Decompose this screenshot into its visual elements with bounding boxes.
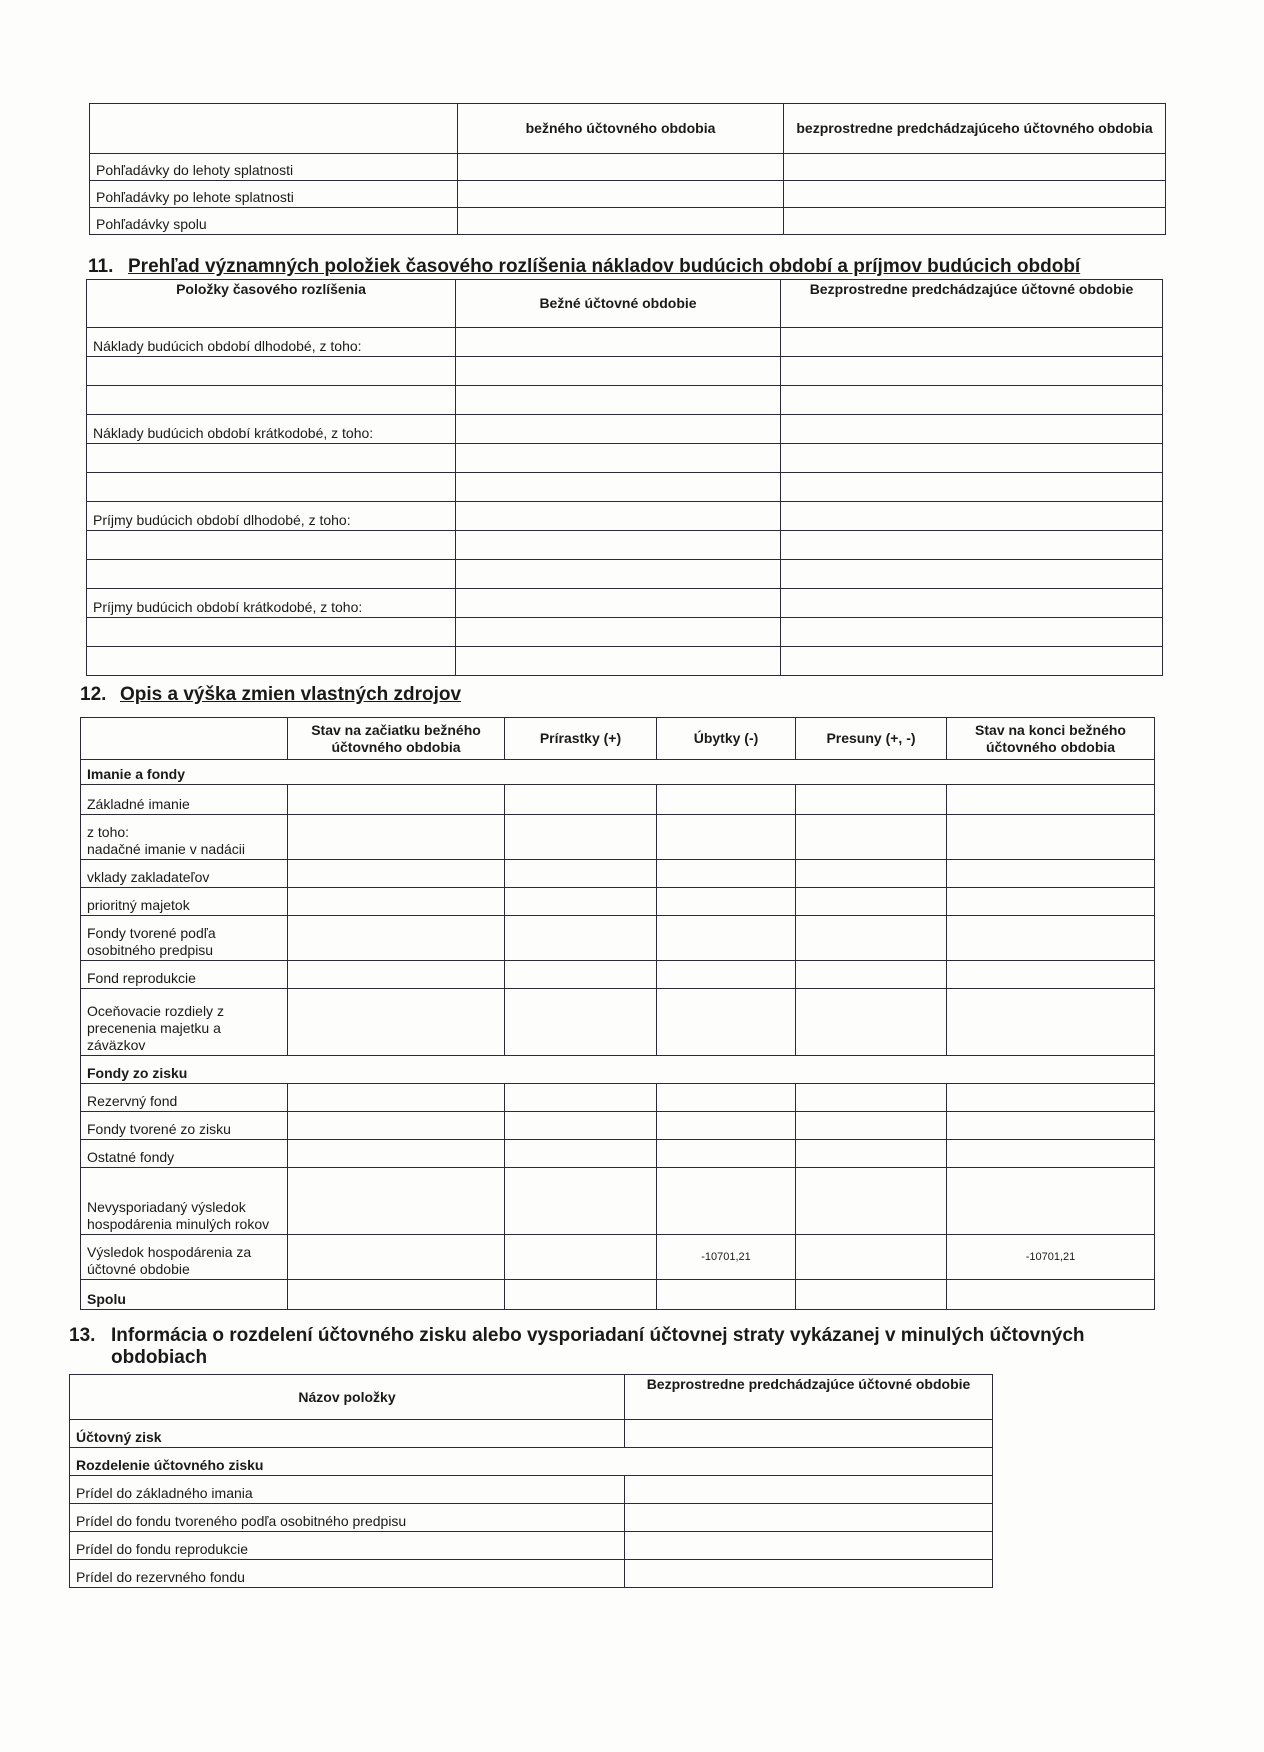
value-cell [796, 860, 947, 888]
row-label: Výsledok hospodárenia za účtovné obdobie [81, 1235, 288, 1280]
value-cell [505, 1140, 657, 1168]
value-cell [288, 916, 505, 961]
row-label: Ostatné fondy [81, 1140, 288, 1168]
value-cell [288, 1084, 505, 1112]
value-cell [781, 386, 1163, 415]
table-row [81, 785, 1155, 815]
header-cell: Prírastky (+) [505, 718, 657, 760]
section-title-text: Prehľad významných položiek časového rozlíšenia nákladov budúcich období a príjmov budúcich období [128, 256, 1081, 277]
value-cell [781, 415, 1163, 444]
row-label: Pohľadávky spolu [90, 208, 458, 235]
value-cell [505, 1280, 657, 1310]
header-cell [81, 718, 288, 760]
value-cell: -10701,21 [947, 1235, 1155, 1280]
value-cell [947, 916, 1155, 961]
value-cell [288, 961, 505, 989]
value-cell [505, 1112, 657, 1140]
table-row [81, 961, 1155, 989]
value-cell [456, 589, 781, 618]
value-cell [505, 1084, 657, 1112]
table-row [87, 618, 1163, 647]
value-cell [796, 1168, 947, 1235]
value-cell [456, 357, 781, 386]
value-cell [458, 181, 784, 208]
table-header-row [87, 280, 1163, 328]
table-row [70, 1420, 993, 1448]
table-row [81, 1280, 1155, 1310]
row-label: prioritný majetok [81, 888, 288, 916]
equity-changes-table [80, 717, 1155, 1310]
row-label: Náklady budúcich období krátkodobé, z toho: [87, 415, 456, 444]
value-cell [947, 1280, 1155, 1310]
accruals-table [86, 279, 1163, 676]
group-label: Imanie a fondy [81, 760, 1155, 785]
table-row [87, 502, 1163, 531]
table-row [81, 1112, 1155, 1140]
table-row [87, 415, 1163, 444]
value-cell [456, 386, 781, 415]
value-cell [458, 154, 784, 181]
value-cell [456, 618, 781, 647]
section-title-text: Opis a výška zmien vlastných zdrojov [120, 684, 462, 705]
value-cell [784, 181, 1166, 208]
value-cell [505, 785, 657, 815]
table-header-row [70, 1375, 993, 1420]
value-cell [781, 560, 1163, 589]
row-label: Účtovný zisk [70, 1420, 625, 1448]
row-label [87, 560, 456, 589]
row-label: Nevysporiadaný výsledok hospodárenia minulých rokov [81, 1168, 288, 1235]
table-row [81, 888, 1155, 916]
table-row [87, 531, 1163, 560]
value-cell [781, 328, 1163, 357]
value-cell [947, 1168, 1155, 1235]
row-label: z toho: nadačné imanie v nadácii [81, 815, 288, 860]
header-cell: bežného účtovného obdobia [458, 104, 784, 154]
section-number: 13. [69, 1325, 96, 1346]
table-row [70, 1476, 993, 1504]
value-cell [288, 989, 505, 1056]
value-cell [781, 444, 1163, 473]
row-label: vklady zakladateľov [81, 860, 288, 888]
value-cell [796, 916, 947, 961]
row-label [87, 618, 456, 647]
value-cell [288, 1235, 505, 1280]
value-cell [288, 1280, 505, 1310]
value-cell [657, 961, 796, 989]
value-cell [947, 1084, 1155, 1112]
value-cell [947, 1112, 1155, 1140]
row-label: Základné imanie [81, 785, 288, 815]
value-cell [947, 989, 1155, 1056]
table-row [81, 815, 1155, 860]
value-cell [796, 989, 947, 1056]
value-cell [456, 560, 781, 589]
value-cell [796, 1280, 947, 1310]
section-13-title [69, 1325, 1169, 1369]
value-cell [781, 618, 1163, 647]
value-cell [657, 1084, 796, 1112]
value-cell [288, 815, 505, 860]
table-row [87, 328, 1163, 357]
table-row [70, 1504, 993, 1532]
value-cell [657, 785, 796, 815]
header-cell: Bezprostredne predchádzajúce účtovné obdobie [625, 1375, 993, 1420]
row-label [87, 531, 456, 560]
value-cell [505, 1168, 657, 1235]
value-cell [625, 1420, 993, 1448]
value-cell [456, 502, 781, 531]
receivables-table [89, 103, 1166, 235]
value-cell [505, 961, 657, 989]
row-label [87, 386, 456, 415]
value-cell [781, 531, 1163, 560]
value-cell [505, 1235, 657, 1280]
value-cell: -10701,21 [657, 1235, 796, 1280]
value-cell [456, 647, 781, 676]
value-cell [456, 444, 781, 473]
row-label: Oceňovacie rozdiely z precenenia majetku a záväzkov [81, 989, 288, 1056]
value-cell [781, 647, 1163, 676]
value-cell [947, 860, 1155, 888]
value-cell [796, 1140, 947, 1168]
header-cell: Presuny (+, -) [796, 718, 947, 760]
value-cell [781, 502, 1163, 531]
row-label [87, 473, 456, 502]
section-number: 12. [80, 684, 107, 705]
row-label [87, 647, 456, 676]
table-row [70, 1560, 993, 1588]
row-label: Prídel do základného imania [70, 1476, 625, 1504]
row-label [87, 444, 456, 473]
value-cell [784, 208, 1166, 235]
table-row [70, 1448, 993, 1476]
table-row [87, 647, 1163, 676]
value-cell [796, 888, 947, 916]
row-label: Rozdelenie účtovného zisku [70, 1448, 993, 1476]
value-cell [456, 473, 781, 502]
row-label: Príjmy budúcich období dlhodobé, z toho: [87, 502, 456, 531]
value-cell [288, 1168, 505, 1235]
value-cell [796, 785, 947, 815]
value-cell [947, 1140, 1155, 1168]
value-cell [796, 1112, 947, 1140]
row-label: Prídel do fondu tvoreného podľa osobitného predpisu [70, 1504, 625, 1532]
table-row [81, 1140, 1155, 1168]
table-row [87, 444, 1163, 473]
value-cell [657, 1168, 796, 1235]
table-row [90, 154, 1166, 181]
value-cell [456, 415, 781, 444]
value-cell [781, 357, 1163, 386]
table-row [87, 473, 1163, 502]
value-cell [625, 1560, 993, 1588]
value-cell [288, 888, 505, 916]
value-cell [625, 1532, 993, 1560]
value-cell [657, 860, 796, 888]
value-cell [784, 154, 1166, 181]
row-label: Fondy tvorené zo zisku [81, 1112, 288, 1140]
header-cell: Položky časového rozlíšenia [87, 280, 456, 328]
table-row [81, 1056, 1155, 1084]
section-title-text: Informácia o rozdelení účtovného zisku alebo vysporiadaní účtovnej straty vykázanej v minulých účtovných obdobiach [111, 1325, 1085, 1368]
table-row [81, 1084, 1155, 1112]
header-cell: Bežné účtovné obdobie [456, 280, 781, 328]
header-cell [90, 104, 458, 154]
row-label: Náklady budúcich období dlhodobé, z toho: [87, 328, 456, 357]
value-cell [288, 1112, 505, 1140]
table-row [87, 560, 1163, 589]
header-cell: Bezprostredne predchádzajúce účtovné obdobie [781, 280, 1163, 328]
value-cell [781, 473, 1163, 502]
value-cell [796, 815, 947, 860]
value-cell [796, 961, 947, 989]
header-cell: Názov položky [70, 1375, 625, 1420]
row-label: Pohľadávky po lehote splatnosti [90, 181, 458, 208]
table-header-row [81, 718, 1155, 760]
value-cell [505, 888, 657, 916]
value-cell [456, 328, 781, 357]
table-row [81, 989, 1155, 1056]
value-cell [657, 888, 796, 916]
value-cell [947, 785, 1155, 815]
table-row [70, 1532, 993, 1560]
value-cell [657, 1280, 796, 1310]
value-cell [625, 1476, 993, 1504]
table-header-row [90, 104, 1166, 154]
row-label: Príjmy budúcich období krátkodobé, z toho: [87, 589, 456, 618]
value-cell [657, 916, 796, 961]
row-label: Fond reprodukcie [81, 961, 288, 989]
value-cell [947, 961, 1155, 989]
row-label: Prídel do fondu reprodukcie [70, 1532, 625, 1560]
table-row [81, 1168, 1155, 1235]
section-number: 11. [88, 256, 114, 277]
value-cell [625, 1504, 993, 1532]
table-row [81, 916, 1155, 961]
header-cell: Stav na začiatku bežného účtovného obdobia [288, 718, 505, 760]
row-label [87, 357, 456, 386]
row-label: Spolu [81, 1280, 288, 1310]
header-cell: Stav na konci bežného účtovného obdobia [947, 718, 1155, 760]
value-cell [288, 1140, 505, 1168]
value-cell [505, 989, 657, 1056]
value-cell [947, 888, 1155, 916]
value-cell [796, 1235, 947, 1280]
value-cell [505, 860, 657, 888]
group-label: Fondy zo zisku [81, 1056, 1155, 1084]
value-cell [288, 785, 505, 815]
table-row [87, 386, 1163, 415]
section-11-title [88, 256, 1264, 278]
table-row [81, 860, 1155, 888]
value-cell [781, 589, 1163, 618]
table-row [90, 181, 1166, 208]
value-cell [505, 916, 657, 961]
value-cell [657, 815, 796, 860]
row-label: Pohľadávky do lehoty splatnosti [90, 154, 458, 181]
table-row [87, 589, 1163, 618]
table-row [90, 208, 1166, 235]
value-cell [657, 989, 796, 1056]
value-cell [657, 1140, 796, 1168]
value-cell [456, 531, 781, 560]
value-cell [458, 208, 784, 235]
table-row [87, 357, 1163, 386]
profit-distribution-table [69, 1374, 993, 1588]
value-cell [947, 815, 1155, 860]
row-label: Fondy tvorené podľa osobitného predpisu [81, 916, 288, 961]
section-12-title [80, 684, 461, 706]
value-cell [505, 815, 657, 860]
value-cell [657, 1112, 796, 1140]
header-cell: Úbytky (-) [657, 718, 796, 760]
value-cell [796, 1084, 947, 1112]
row-label: Rezervný fond [81, 1084, 288, 1112]
table-row [81, 1235, 1155, 1280]
table-row [81, 760, 1155, 785]
header-cell: bezprostredne predchádzajúceho účtovného obdobia [784, 104, 1166, 154]
row-label: Prídel do rezervného fondu [70, 1560, 625, 1588]
value-cell [288, 860, 505, 888]
